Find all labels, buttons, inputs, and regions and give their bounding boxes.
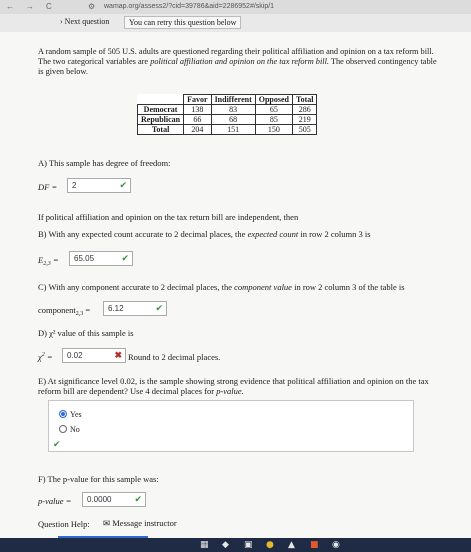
component-subscript: 2,3	[75, 311, 84, 317]
reload-icon[interactable]: C	[46, 2, 52, 11]
table-header-row	[138, 95, 317, 105]
correct-check-icon: ✔	[53, 439, 61, 449]
table-cell: 66	[184, 115, 211, 125]
table-cell: 65	[255, 105, 292, 115]
question-c-text-end: in row 2 column 3 of the table is	[291, 282, 405, 292]
expected-count-input[interactable]	[69, 251, 133, 266]
radio-selected-icon[interactable]	[59, 410, 67, 418]
col-header: Indifferent	[211, 95, 255, 105]
equals-sign: =	[52, 255, 59, 265]
row-label: Democrat	[138, 105, 184, 115]
p-value-label: p-value =	[38, 496, 72, 506]
expected-count-symbol: E	[38, 255, 44, 265]
chi-square-label	[38, 352, 53, 362]
component-input[interactable]	[103, 301, 167, 316]
chi-exponent: 2	[41, 352, 45, 358]
df-label: DF =	[38, 182, 58, 192]
back-arrow-icon[interactable]: ←	[6, 2, 14, 11]
question-d-text: D) χ² value of this sample is	[38, 328, 134, 338]
radio-label-yes: Yes	[70, 410, 82, 419]
table-cell: 204	[184, 125, 211, 135]
correct-check-icon: ✔	[134, 494, 142, 504]
question-b-text-end: in row 2 column 3 is	[298, 229, 371, 239]
intro-italic: political affiliation and opinion on the tax reform bill.	[150, 57, 329, 66]
radio-unselected-icon[interactable]	[59, 425, 67, 433]
radio-option-no[interactable]	[59, 425, 80, 434]
df-value: 2	[72, 181, 77, 190]
table-cell: 68	[211, 115, 255, 125]
equals-sign: =	[46, 352, 53, 362]
component-label	[38, 305, 90, 317]
expected-count-label	[38, 255, 59, 267]
expected-count-subscript: 2,3	[43, 261, 51, 267]
correct-check-icon: ✔	[119, 180, 127, 190]
table-cell: 219	[292, 115, 317, 125]
app-icon[interactable]: ◆	[222, 540, 229, 550]
df-input[interactable]	[67, 178, 131, 193]
rounding-note: Round to 2 decimal places.	[128, 352, 221, 362]
app-icon[interactable]: ▲	[288, 540, 295, 550]
radio-option-yes[interactable]	[59, 410, 82, 419]
question-b-text	[38, 229, 458, 239]
message-instructor-text: Message instructor	[112, 518, 177, 528]
app-icon[interactable]: ◉	[332, 540, 340, 550]
question-e-text-start: E) At significance level 0.02, is the sample showing strong evidence that political affiliation and opinion on the tax reform bill are dependent? Use 4 decimal places for	[38, 376, 429, 396]
table-cell: 151	[211, 125, 255, 135]
incorrect-x-icon: ✖	[114, 350, 122, 360]
question-intro	[38, 47, 438, 77]
question-nav-bar	[0, 14, 471, 33]
app-icon[interactable]: ▣	[244, 540, 253, 550]
radio-label-no: No	[70, 425, 80, 434]
question-c-text	[38, 282, 458, 292]
os-taskbar	[0, 538, 471, 552]
question-f-text: F) The p-value for this sample was:	[38, 474, 159, 484]
chi-square-input[interactable]	[62, 348, 126, 363]
contingency-table	[137, 94, 317, 135]
intro-text: A random sample of 505 U.S. adults are questioned regarding their political affiliation and opinion on a tax reform bill. The two categorical variables are	[38, 47, 434, 66]
question-b-lead: If political affiliation and opinion on the tax return bill are independent, then	[38, 212, 299, 222]
table-row	[138, 105, 317, 115]
browser-toolbar	[0, 0, 471, 14]
component-symbol: component	[38, 305, 76, 315]
question-c-italic: component value	[234, 282, 292, 292]
table-cell: 150	[255, 125, 292, 135]
component-value: 6.12	[108, 304, 124, 313]
forward-arrow-icon[interactable]: →	[26, 2, 34, 11]
message-instructor-link[interactable]	[103, 518, 177, 529]
p-value-input[interactable]	[82, 492, 146, 507]
table-cell: 286	[292, 105, 317, 115]
table-row	[138, 115, 317, 125]
col-header: Opposed	[255, 95, 292, 105]
answer-choices-box	[48, 400, 414, 452]
question-a-text: A) This sample has degree of freedom:	[38, 158, 171, 168]
expected-count-value: 65.05	[74, 254, 95, 263]
mail-icon: ✉	[103, 518, 111, 528]
site-info-icon[interactable]: ⚙	[88, 2, 96, 11]
equals-sign: =	[85, 305, 91, 315]
row-label: Republican	[138, 115, 184, 125]
correct-check-icon: ✔	[121, 253, 129, 263]
question-c-text-start: C) With any component accurate to 2 decimal places, the	[38, 282, 235, 292]
question-e-text	[38, 376, 438, 396]
row-label: Total	[138, 125, 184, 135]
table-corner	[138, 95, 184, 105]
next-question-link[interactable]: › Next question	[60, 17, 110, 26]
table-cell: 85	[255, 115, 292, 125]
address-bar[interactable]: wamap.org/assess2/?cid=39786&aid=2286952#/skip/1	[104, 3, 275, 10]
app-icon[interactable]: ■	[310, 540, 319, 550]
file-explorer-icon[interactable]: ▦	[200, 540, 209, 550]
browser-icon[interactable]: ●	[266, 540, 274, 550]
chi-symbol: χ	[38, 352, 42, 362]
retry-notice: You can retry this question below	[124, 16, 241, 29]
col-header: Favor	[184, 95, 211, 105]
correct-check-icon: ✔	[155, 303, 163, 313]
intro-text-end: The observed contingency table is given below.	[38, 57, 437, 76]
question-content	[0, 32, 471, 552]
table-cell: 505	[292, 125, 317, 135]
chi-square-value: 0.02	[67, 351, 83, 360]
p-value-value: 0.0000	[87, 495, 112, 504]
question-e-italic: p-value.	[216, 386, 244, 396]
question-help-label: Question Help:	[38, 519, 90, 529]
col-header: Total	[292, 95, 317, 105]
table-row	[138, 125, 317, 135]
table-cell: 138	[184, 105, 211, 115]
question-b-italic: expected count	[247, 229, 299, 239]
table-cell: 83	[211, 105, 255, 115]
question-b-text-start: B) With any expected count accurate to 2 decimal places, the	[38, 229, 248, 239]
